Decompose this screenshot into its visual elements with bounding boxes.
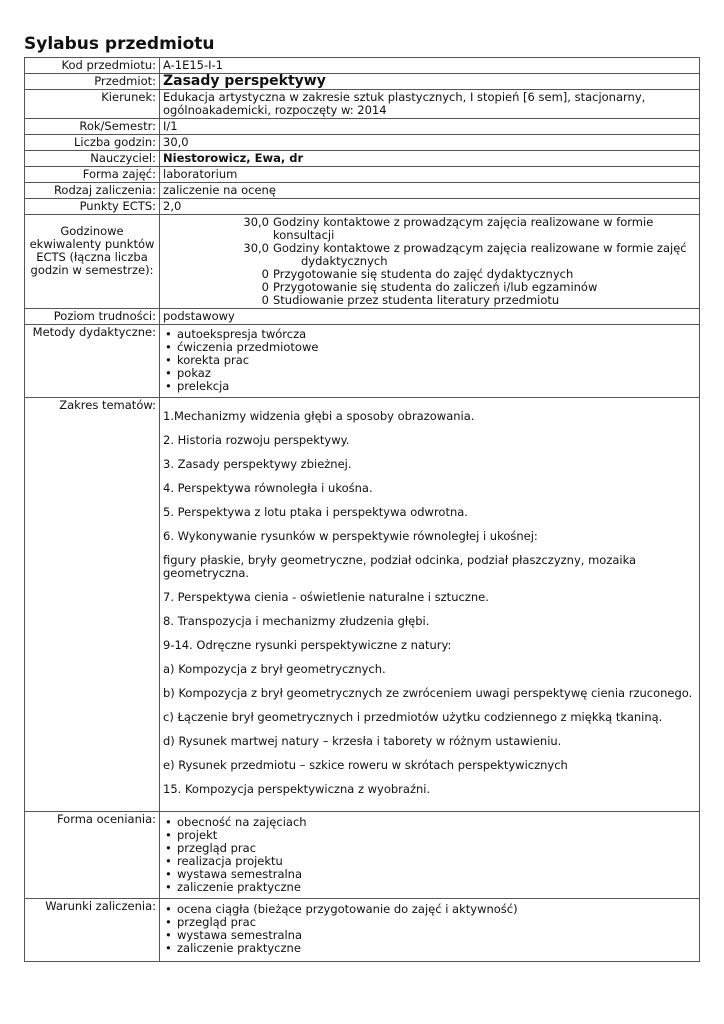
hours-value: 30,0 — [243, 215, 269, 229]
hours-description-wrap — [273, 216, 696, 242]
hours-description: Godziny kontaktowe z prowadzącym zajęcia realizowane w formie konsultacji — [273, 215, 654, 242]
value-kierunek: Edukacja artystyczna w zakresie sztuk plastycznych, I stopień [6 sem], stacjonarny, ogólnoakademicki, rozpoczęty w: 2014 — [160, 90, 700, 119]
label-ocenianie: Forma oceniania: — [25, 812, 160, 899]
row-ects — [25, 199, 700, 215]
value-godziny: 30,0 — [160, 135, 700, 151]
topic-item: a) Kompozycja z brył geometrycznych. — [163, 662, 386, 676]
list-item: • wystawa semestralna — [163, 868, 696, 881]
topic-item: figury płaskie, bryły geometryczne, podział odcinka, podział płaszczyzny, mozaika geometryczna. — [163, 553, 637, 580]
label-kod: Kod przedmiotu: — [25, 58, 160, 74]
row-poziom — [25, 309, 700, 325]
label-kierunek: Kierunek: — [25, 90, 160, 119]
value-rok: I/1 — [160, 119, 700, 135]
row-ocenianie — [25, 812, 700, 899]
value-ects: 2,0 — [160, 199, 700, 215]
label-rok: Rok/Semestr: — [25, 119, 160, 135]
list-item: • ocena ciągła (bieżące przygotowanie do zajęć i aktywność) — [163, 903, 696, 916]
value-nauczyciel: Niestorowicz, Ewa, dr — [160, 151, 700, 167]
label-ekwiwalenty: Godzinowe ekwiwalenty punktów ECTS (łączna liczba godzin w semestrze): — [25, 215, 160, 309]
hours-item — [163, 216, 696, 242]
row-rok — [25, 119, 700, 135]
hours-value: 30,0 — [243, 241, 269, 255]
row-godziny — [25, 135, 700, 151]
label-metody: Metody dydaktyczne: — [25, 325, 160, 398]
ocenianie-list — [163, 816, 696, 894]
value-forma: laboratorium — [160, 167, 700, 183]
topic-item: b) Kompozycja z brył geometrycznych ze zwróceniem uwagi perspektywę cienia rzuconego. — [163, 686, 693, 700]
list-item: • pokaz — [163, 367, 696, 380]
row-forma — [25, 167, 700, 183]
label-przedmiot: Przedmiot: — [25, 74, 160, 90]
value-rodzaj: zaliczenie na ocenę — [160, 183, 700, 199]
list-item: • przegląd prac — [163, 916, 696, 929]
value-metody — [160, 325, 700, 398]
row-przedmiot — [25, 74, 700, 90]
topic-item: c) Łączenie brył geometrycznych i przedmiotów użytku codziennego z miękką tkaniną. — [163, 710, 663, 724]
hours-list — [163, 216, 696, 307]
topic-item: 9-14. Odręczne rysunki perspektywiczne z natury: — [163, 638, 452, 652]
label-godziny: Liczba godzin: — [25, 135, 160, 151]
hours-description-wrap — [273, 294, 696, 307]
hours-description: Godziny kontaktowe z prowadzącym zajęcia realizowane w formie zajęć — [273, 241, 687, 255]
hours-description: Studiowanie przez studenta literatury przedmiotu — [273, 293, 560, 307]
topic-item: 6. Wykonywanie rysunków w perspektywie równoległej i ukośnej: — [163, 529, 538, 543]
value-przedmiot: Zasady perspektywy — [160, 74, 700, 90]
topic-item: 5. Perspektywa z lotu ptaka i perspektywa odwrotna. — [163, 505, 468, 519]
list-item: • wystawa semestralna — [163, 929, 696, 942]
row-rodzaj — [25, 183, 700, 199]
row-zakres — [25, 398, 700, 812]
list-item: • realizacja projektu — [163, 855, 696, 868]
topic-item: 15. Kompozycja perspektywiczna z wyobraźni. — [163, 782, 431, 796]
label-warunki: Warunki zaliczenia: — [25, 899, 160, 962]
topic-item: 3. Zasady perspektywy zbieżnej. — [163, 457, 352, 471]
hours-value: 0 — [261, 280, 269, 294]
hours-description-cont: dydaktycznych — [301, 254, 388, 268]
row-nauczyciel — [25, 151, 700, 167]
label-rodzaj: Rodzaj zaliczenia: — [25, 183, 160, 199]
list-item: • korekta prac — [163, 354, 696, 367]
row-kierunek — [25, 90, 700, 119]
value-ekwiwalenty — [160, 215, 700, 309]
label-ects: Punkty ECTS: — [25, 199, 160, 215]
label-nauczyciel: Nauczyciel: — [25, 151, 160, 167]
value-kod: A-1E15-I-1 — [160, 58, 700, 74]
hours-description: Przygotowanie się studenta do zaliczeń i/lub egzaminów — [273, 280, 598, 294]
label-forma: Forma zajęć: — [25, 167, 160, 183]
topic-item: 1.Mechanizmy widzenia głębi a sposoby obrazowania. — [163, 409, 475, 423]
row-kod — [25, 58, 700, 74]
row-metody — [25, 325, 700, 398]
row-ekwiwalenty — [25, 215, 700, 309]
list-item: • projekt — [163, 829, 696, 842]
hours-item — [163, 242, 696, 268]
value-warunki — [160, 899, 700, 962]
value-zakres — [160, 398, 700, 812]
hours-value: 0 — [261, 293, 269, 307]
label-zakres: Zakres tematów: — [25, 398, 160, 812]
hours-description-wrap — [273, 242, 696, 268]
hours-value: 0 — [261, 267, 269, 281]
row-warunki — [25, 899, 700, 962]
hours-description: Przygotowanie się studenta do zajęć dydaktycznych — [273, 267, 574, 281]
page-title: Sylabus przedmiotu — [24, 34, 215, 54]
metody-list — [163, 328, 696, 393]
list-item: • zaliczenie praktyczne — [163, 881, 696, 894]
list-item: • zaliczenie praktyczne — [163, 942, 696, 955]
topic-item: e) Rysunek przedmiotu – szkice roweru w skrótach perspektywicznych — [163, 758, 568, 772]
list-item: • obecność na zajęciach — [163, 816, 696, 829]
topic-item: d) Rysunek martwej natury – krzesła i taborety w różnym ustawieniu. — [163, 734, 562, 748]
list-item: • ćwiczenia przedmiotowe — [163, 341, 696, 354]
value-ocenianie — [160, 812, 700, 899]
value-poziom: podstawowy — [160, 309, 700, 325]
topic-item: 4. Perspektywa równoległa i ukośna. — [163, 481, 373, 495]
topic-item: 7. Perspektywa cienia - oświetlenie naturalne i sztuczne. — [163, 590, 489, 604]
list-item: • prelekcja — [163, 380, 696, 393]
zakres-list — [163, 399, 696, 810]
topic-item: 8. Transpozycja i mechanizmy złudzenia głębi. — [163, 614, 430, 628]
hours-item — [163, 294, 696, 307]
list-item: • przegląd prac — [163, 842, 696, 855]
list-item: • autoekspresja twórcza — [163, 328, 696, 341]
syllabus-table — [24, 57, 700, 962]
topic-item: 2. Historia rozwoju perspektywy. — [163, 433, 350, 447]
warunki-list — [163, 903, 696, 955]
label-poziom: Poziom trudności: — [25, 309, 160, 325]
